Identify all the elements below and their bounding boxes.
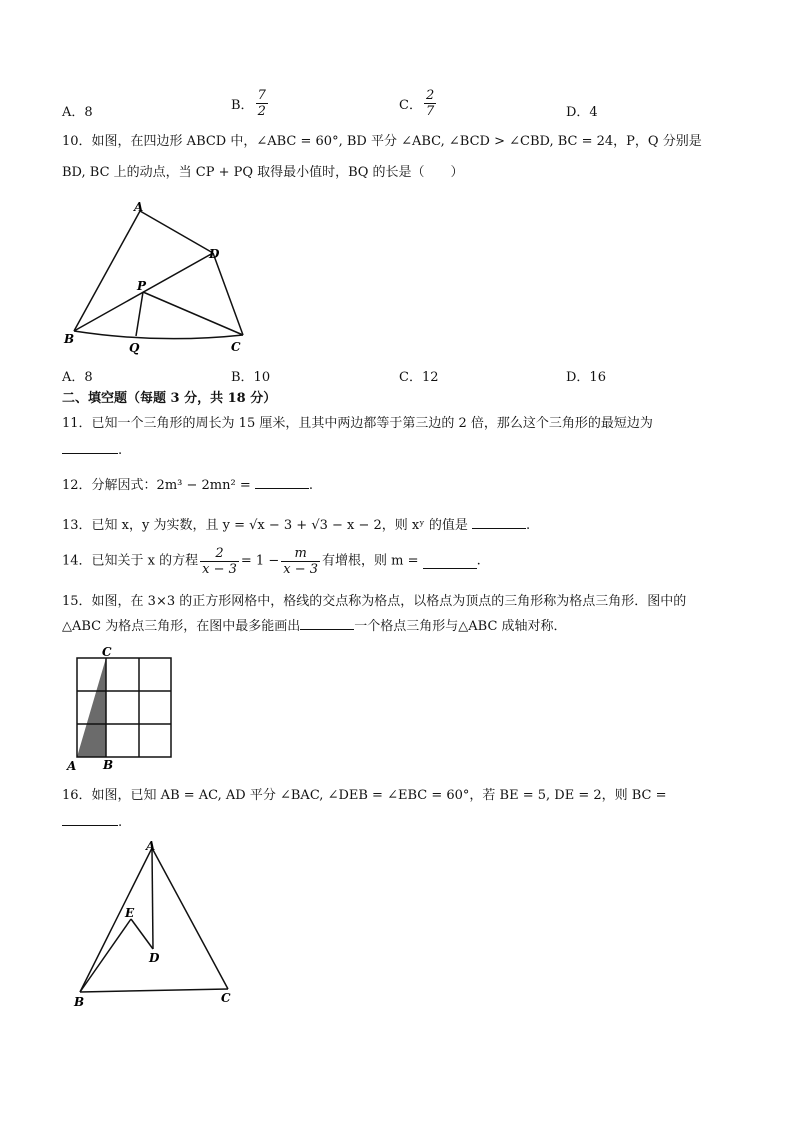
q9-option-c <box>399 88 438 119</box>
q16-answer-line <box>62 812 122 833</box>
q11-period: . <box>118 443 123 458</box>
q13-line <box>62 515 530 536</box>
q16-label-e: E <box>125 906 135 920</box>
q16-label-a: A <box>146 839 156 853</box>
q11-answer-blank[interactable] <box>62 440 118 454</box>
q16-segment-ad <box>152 848 153 949</box>
q10-option-a: A．8 <box>62 370 93 385</box>
q10-option-c: C．12 <box>399 370 439 385</box>
q16-segment-be <box>80 919 131 992</box>
q14-period: . <box>476 553 481 569</box>
q14-stem-suffix: 有增根，则 m = <box>322 553 419 569</box>
q11-stem-line1: 11．已知一个三角形的周长为 15 厘米，且其中两边都等于第三边的 2 倍，那么这个三角形的最短边为 <box>62 416 653 431</box>
q14-stem-prefix: 14．已知关于 x 的方程 <box>62 553 199 569</box>
q16-label-d: D <box>149 951 160 965</box>
q16-segment-ab <box>80 848 152 992</box>
q10-segment-ad <box>140 211 213 253</box>
q14-equals: = 1 − <box>240 553 280 569</box>
q16-answer-blank[interactable] <box>62 812 118 826</box>
q15-label-c: C <box>102 645 112 659</box>
q13-answer-blank[interactable] <box>472 515 526 529</box>
q9-option-c-label: C． <box>399 98 422 113</box>
q14-answer-blank[interactable] <box>423 555 477 569</box>
q16-stem-line1: 16．如图，已知 AB = AC, AD 平分 ∠BAC, ∠DEB = ∠EBC = 60°，若 BE = 5, DE = 2，则 BC = <box>62 788 667 803</box>
q16-segment-bc <box>80 989 228 992</box>
q13-period: . <box>526 518 531 533</box>
q9-option-d: D．4 <box>566 105 598 120</box>
q12-line <box>62 475 313 496</box>
q14-fraction-2 <box>281 546 320 577</box>
q15-stem-line2 <box>62 616 567 637</box>
q9-option-b-label: B． <box>231 98 254 113</box>
section-2-title: 二、填空题（每题 3 分，共 18 分） <box>62 391 277 406</box>
q14-fraction-1-numerator: 2 <box>200 546 239 562</box>
q14-fraction-2-numerator: m <box>281 546 320 562</box>
q10-stem-line2: BD, BC 上的动点，当 CP + PQ 取得最小值时，BQ 的长是（ ） <box>62 165 464 180</box>
q15-stem-line2-a: △ABC 为格点三角形，在图中最多能画出 <box>62 619 301 634</box>
q15-grid-figure <box>62 645 182 773</box>
q9-option-b-numerator: 7 <box>257 88 266 103</box>
q10-segment-pc <box>143 292 243 335</box>
q10-stem-line1: 10．如图，在四边形 ABCD 中，∠ABC = 60°, BD 平分 ∠ABC, ∠BCD > ∠CBD, BC = 24，P，Q 分别是 <box>62 134 702 149</box>
q16-period: . <box>118 815 123 830</box>
q11-answer-line <box>62 440 122 461</box>
q15-label-a: A <box>67 759 77 773</box>
q14-fraction-1 <box>200 546 239 577</box>
q16-figure <box>66 836 246 1014</box>
q16-label-b: B <box>74 995 85 1009</box>
q15-stem-line2-b: 一个格点三角形与△ABC 成轴对称． <box>354 619 567 634</box>
q9-option-b <box>231 88 270 119</box>
q10-label-c: C <box>231 340 241 354</box>
q15-stem-line1: 15．如图，在 3×3 的正方形网格中，格线的交点称为格点，以格点为顶点的三角形称为格点三角形．图中的 <box>62 594 687 609</box>
q12-stem: 12．分解因式：2m³ − 2mn² = <box>62 478 251 493</box>
q10-label-b: B <box>64 332 75 346</box>
q10-label-q: Q <box>129 341 140 355</box>
q9-option-c-numerator: 2 <box>425 88 435 103</box>
q10-option-d: D．16 <box>566 370 606 385</box>
q10-label-a: A <box>134 200 144 214</box>
q14-line <box>62 546 481 577</box>
q10-figure <box>60 198 260 358</box>
q9-option-c-denominator: 7 <box>425 104 435 119</box>
q10-label-p: P <box>137 279 147 293</box>
q16-segment-ac <box>152 848 228 989</box>
q16-label-c: C <box>221 991 231 1005</box>
q12-answer-blank[interactable] <box>255 475 309 489</box>
q9-option-b-fraction <box>256 88 268 119</box>
q10-segment-bc <box>74 331 243 339</box>
q9-option-a: A．8 <box>62 105 93 120</box>
q16-segment-ed <box>131 919 153 949</box>
q14-fraction-1-denominator: x − 3 <box>202 562 237 577</box>
q14-fraction-2-denominator: x − 3 <box>283 562 318 577</box>
q12-period: . <box>308 478 313 493</box>
q10-label-d: D <box>209 247 220 261</box>
q15-label-b: B <box>103 758 114 772</box>
q10-segment-pq <box>136 292 143 336</box>
q9-option-b-denominator: 2 <box>257 104 266 119</box>
q15-answer-blank[interactable] <box>300 616 354 630</box>
q10-segment-dc <box>213 253 243 335</box>
q15-triangle-abc <box>77 658 106 757</box>
q13-stem: 13．已知 x，y 为实数，且 y = √x − 3 + √3 − x − 2，则 xʸ 的值是 <box>62 518 468 533</box>
q9-option-c-fraction <box>424 88 436 119</box>
q10-option-b: B．10 <box>231 370 271 385</box>
